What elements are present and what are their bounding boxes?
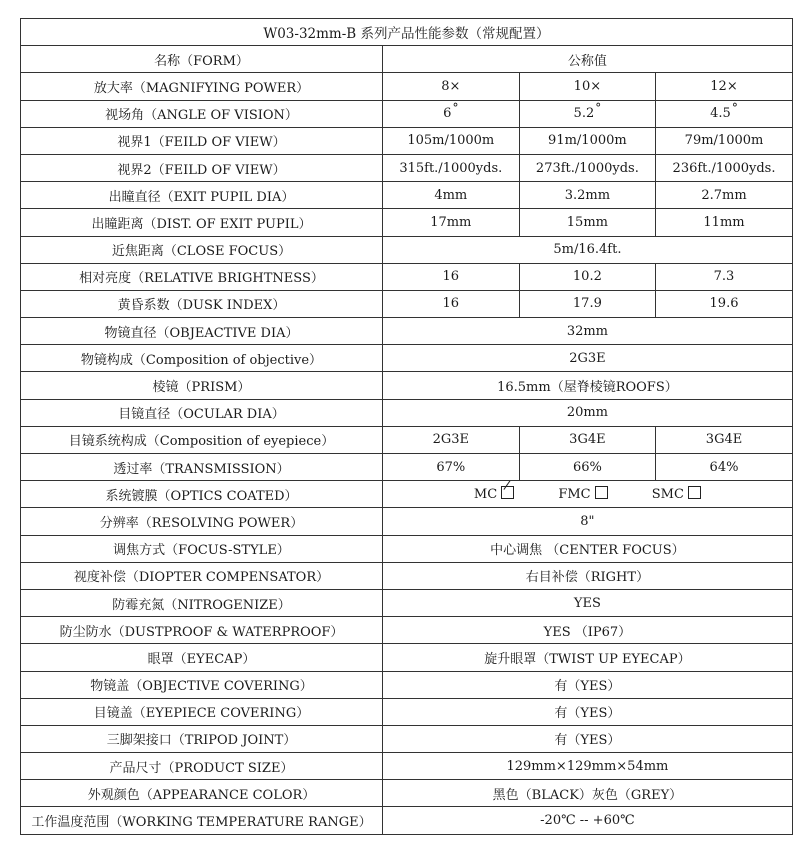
eyepiece-composition-value: 3G4E bbox=[519, 426, 656, 453]
dusk-index-value: 16 bbox=[383, 290, 520, 317]
eye-relief-label: 出瞳距离（DIST. OF EXIT PUPIL） bbox=[21, 209, 383, 236]
eyecap-label: 眼罩（EYECAP） bbox=[21, 644, 383, 671]
eyepiece-composition-row bbox=[21, 426, 793, 453]
angle-of-vision-cell-2 bbox=[519, 100, 656, 127]
transmission-value: 64% bbox=[656, 454, 793, 481]
tripod-joint-label: 三脚架接口（TRIPOD JOINT） bbox=[21, 725, 383, 752]
exit-pupil-value: 2.7mm bbox=[656, 182, 793, 209]
eye-relief-value: 15mm bbox=[519, 209, 656, 236]
objective-composition-row bbox=[21, 345, 793, 372]
exit-pupil-value: 4mm bbox=[383, 182, 520, 209]
table-title: W03-32mm-B 系列产品性能参数（常规配置） bbox=[21, 19, 793, 46]
header-name: 名称（FORM） bbox=[21, 46, 383, 73]
appearance-color-row bbox=[21, 780, 793, 807]
angle-of-vision-row bbox=[21, 100, 793, 127]
close-focus-label: 近焦距离（CLOSE FOCUS） bbox=[21, 236, 383, 263]
option-fmc-label: FMC bbox=[558, 487, 591, 503]
appearance-color-value: 黑色（BLACK）灰色（GREY） bbox=[383, 780, 793, 807]
diopter-label: 视度补偿（DIOPTER COMPENSATOR） bbox=[21, 562, 383, 589]
appearance-color-label: 外观颜色（APPEARANCE COLOR） bbox=[21, 780, 383, 807]
field-of-view-1-row bbox=[21, 127, 793, 154]
optics-coated-options bbox=[383, 481, 793, 508]
exit-pupil-label: 出瞳直径（EXIT PUPIL DIA） bbox=[21, 182, 383, 209]
diopter-value: 右目补偿（RIGHT） bbox=[383, 562, 793, 589]
field-of-view-2-row bbox=[21, 154, 793, 181]
resolving-power-label: 分辨率（RESOLVING POWER） bbox=[21, 508, 383, 535]
magnification-label: 放大率（MAGNIFYING POWER） bbox=[21, 73, 383, 100]
objective-covering-row bbox=[21, 671, 793, 698]
eyepiece-covering-row bbox=[21, 698, 793, 725]
prism-label: 棱镜（PRISM） bbox=[21, 372, 383, 399]
focus-style-label: 调焦方式（FOCUS-STYLE） bbox=[21, 535, 383, 562]
eyepiece-composition-label: 目镜系统构成（Composition of eyepiece） bbox=[21, 426, 383, 453]
magnification-row bbox=[21, 73, 793, 100]
nitrogen-value: YES bbox=[383, 589, 793, 616]
relative-brightness-label: 相对亮度（RELATIVE BRIGHTNESS） bbox=[21, 263, 383, 290]
focus-style-value: 中心调焦 （CENTER FOCUS） bbox=[383, 535, 793, 562]
option-smc-label: SMC bbox=[651, 487, 684, 503]
smc-checkbox[interactable] bbox=[688, 486, 701, 499]
field-of-view-2-value: 273ft./1000yds. bbox=[519, 154, 656, 181]
diopter-row bbox=[21, 562, 793, 589]
field-of-view-2-value: 236ft./1000yds. bbox=[656, 154, 793, 181]
waterproof-label: 防尘防水（DUSTPROOF & WATERPROOF） bbox=[21, 617, 383, 644]
eyecap-value: 旋升眼罩（TWIST UP EYECAP） bbox=[383, 644, 793, 671]
exit-pupil-row bbox=[21, 182, 793, 209]
nitrogen-row bbox=[21, 589, 793, 616]
fmc-checkbox[interactable] bbox=[595, 486, 608, 499]
relative-brightness-row bbox=[21, 263, 793, 290]
optics-coated-label: 系统镀膜（OPTICS COATED） bbox=[21, 481, 383, 508]
exit-pupil-value: 3.2mm bbox=[519, 182, 656, 209]
objective-dia-value: 32mm bbox=[383, 318, 793, 345]
waterproof-row bbox=[21, 617, 793, 644]
tripod-joint-row bbox=[21, 725, 793, 752]
transmission-row bbox=[21, 454, 793, 481]
angle-of-vision-value: 4.5 bbox=[710, 106, 731, 122]
ocular-dia-value: 20mm bbox=[383, 399, 793, 426]
field-of-view-1-value: 105m/1000m bbox=[383, 127, 520, 154]
objective-composition-value: 2G3E bbox=[383, 345, 793, 372]
relative-brightness-value: 7.3 bbox=[656, 263, 793, 290]
working-temperature-row bbox=[21, 807, 793, 834]
header-row bbox=[21, 46, 793, 73]
dusk-index-value: 17.9 bbox=[519, 290, 656, 317]
spec-table bbox=[20, 18, 793, 835]
eyepiece-composition-value: 3G4E bbox=[656, 426, 793, 453]
angle-of-vision-label: 视场角（ANGLE OF VISION） bbox=[21, 100, 383, 127]
angle-of-vision-cell-1 bbox=[383, 100, 520, 127]
product-size-value: 129mm×129mm×54mm bbox=[383, 753, 793, 780]
degree-unit: ° bbox=[452, 101, 459, 116]
close-focus-value: 5m/16.4ft. bbox=[383, 236, 793, 263]
product-size-label: 产品尺寸（PRODUCT SIZE） bbox=[21, 753, 383, 780]
angle-of-vision-value: 6 bbox=[443, 106, 452, 122]
eyepiece-composition-value: 2G3E bbox=[383, 426, 520, 453]
close-focus-row bbox=[21, 236, 793, 263]
angle-of-vision-value: 5.2 bbox=[573, 106, 595, 122]
magnification-value-12: 12× bbox=[656, 73, 793, 100]
resolving-power-row bbox=[21, 508, 793, 535]
option-fmc[interactable] bbox=[558, 486, 607, 502]
prism-row bbox=[21, 372, 793, 399]
waterproof-value: YES （IP67） bbox=[383, 617, 793, 644]
resolving-power-value: 8" bbox=[383, 508, 793, 535]
magnification-value-10: 10× bbox=[519, 73, 656, 100]
nitrogen-label: 防霉充氮（NITROGENIZE） bbox=[21, 589, 383, 616]
angle-of-vision-cell-3 bbox=[656, 100, 793, 127]
eyepiece-covering-label: 目镜盖（EYEPIECE COVERING） bbox=[21, 698, 383, 725]
option-smc[interactable] bbox=[652, 486, 701, 502]
eyepiece-covering-value: 有（YES） bbox=[383, 698, 793, 725]
field-of-view-1-value: 79m/1000m bbox=[656, 127, 793, 154]
prism-value: 16.5mm（屋脊棱镜ROOFS） bbox=[383, 372, 793, 399]
tripod-joint-value: 有（YES） bbox=[383, 725, 793, 752]
degree-unit: ° bbox=[731, 101, 738, 116]
field-of-view-2-label: 视界2（FEILD OF VIEW） bbox=[21, 154, 383, 181]
field-of-view-1-value: 91m/1000m bbox=[519, 127, 656, 154]
transmission-value: 66% bbox=[519, 454, 656, 481]
eye-relief-row bbox=[21, 209, 793, 236]
field-of-view-2-value: 315ft./1000yds. bbox=[383, 154, 520, 181]
focus-style-row bbox=[21, 535, 793, 562]
dusk-index-value: 19.6 bbox=[656, 290, 793, 317]
objective-composition-label: 物镜构成（Composition of objective） bbox=[21, 345, 383, 372]
magnification-value-8: 8× bbox=[383, 73, 520, 100]
eye-relief-value: 17mm bbox=[383, 209, 520, 236]
objective-dia-row bbox=[21, 318, 793, 345]
field-of-view-1-label: 视界1（FEILD OF VIEW） bbox=[21, 127, 383, 154]
objective-covering-label: 物镜盖（OBJECTIVE COVERING） bbox=[21, 671, 383, 698]
relative-brightness-value: 10.2 bbox=[519, 263, 656, 290]
product-size-row bbox=[21, 753, 793, 780]
header-value: 公称值 bbox=[383, 46, 793, 73]
dusk-index-label: 黄昏系数（DUSK INDEX） bbox=[21, 290, 383, 317]
ocular-dia-label: 目镜直径（OCULAR DIA） bbox=[21, 399, 383, 426]
title-row bbox=[21, 19, 793, 46]
option-mc-label: MC bbox=[473, 487, 498, 503]
dusk-index-row bbox=[21, 290, 793, 317]
mc-checkbox[interactable] bbox=[501, 486, 514, 499]
transmission-value: 67% bbox=[383, 454, 520, 481]
eyecap-row bbox=[21, 644, 793, 671]
relative-brightness-value: 16 bbox=[383, 263, 520, 290]
working-temperature-label: 工作温度范围（WORKING TEMPERATURE RANGE） bbox=[21, 807, 383, 834]
degree-unit: ° bbox=[595, 101, 602, 116]
optics-coated-row bbox=[21, 481, 793, 508]
transmission-label: 透过率（TRANSMISSION） bbox=[21, 454, 383, 481]
eye-relief-value: 11mm bbox=[656, 209, 793, 236]
working-temperature-value: -20℃ -- +60℃ bbox=[383, 807, 793, 834]
objective-covering-value: 有（YES） bbox=[383, 671, 793, 698]
ocular-dia-row bbox=[21, 399, 793, 426]
objective-dia-label: 物镜直径（OBJEACTIVE DIA） bbox=[21, 318, 383, 345]
option-mc[interactable] bbox=[474, 486, 514, 502]
